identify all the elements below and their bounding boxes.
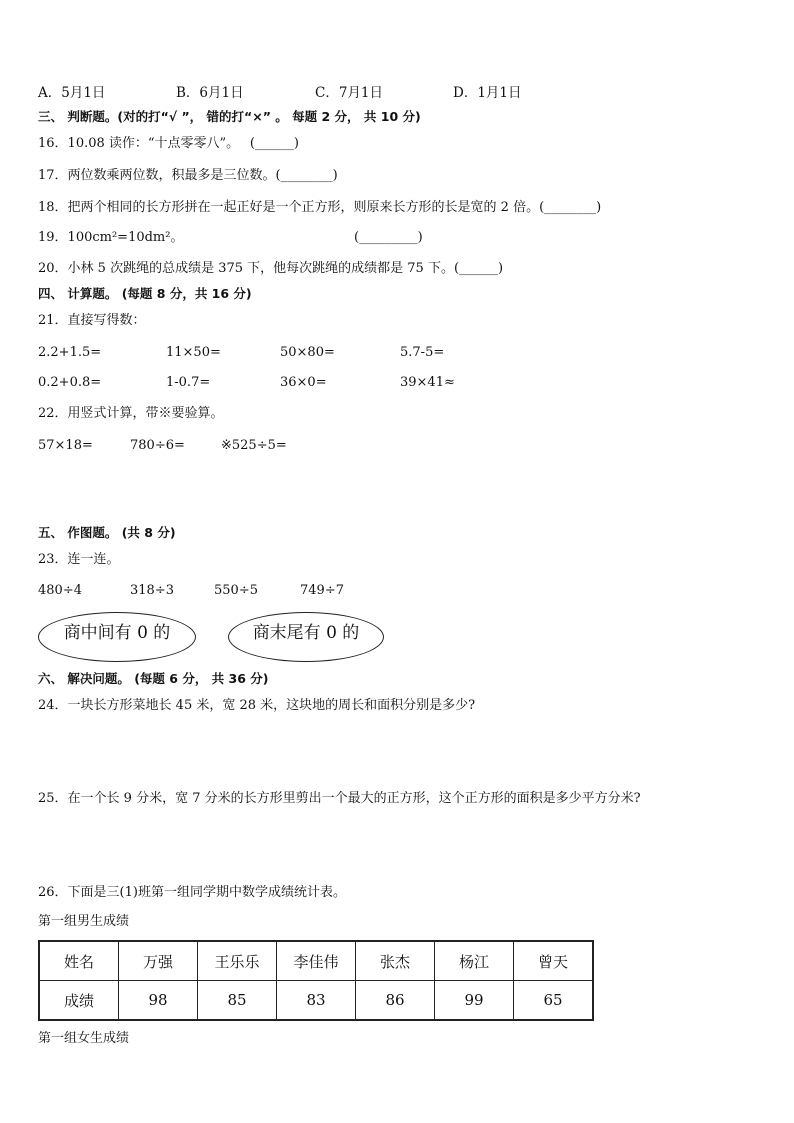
- table-cell: 83: [277, 981, 356, 1021]
- division-expr: 749÷7: [300, 583, 344, 598]
- section-4-heading: 四、 计算题。 (每题 8 分，共 16 分): [38, 286, 252, 301]
- calc-item: 39×41≈: [400, 375, 455, 390]
- calc-item: 5.7-5=: [400, 345, 445, 360]
- ellipse-end-zero[interactable]: [228, 612, 384, 662]
- option-b: B．6月1日: [176, 85, 244, 101]
- boys-score-table: [38, 940, 594, 1021]
- table-cell: 曾天: [514, 941, 594, 981]
- question-25: 25．在一个长 9 分米，宽 7 分米的长方形里剪出一个最大的正方形，这个正方形的面积是多少平方分米?: [38, 791, 641, 806]
- table-cell: 李佳伟: [277, 941, 356, 981]
- table-cell: 65: [514, 981, 594, 1021]
- section-6-heading: 六、 解决问题。 (每题 6 分， 共 36 分): [38, 671, 269, 686]
- division-expr: 550÷5: [214, 583, 258, 598]
- table-cell: 杨江: [435, 941, 514, 981]
- question-16: 16．10.08 读作：“十点零零八”。 (______): [38, 136, 299, 151]
- question-17: 17．两位数乘两位数，积最多是三位数。(________): [38, 168, 338, 183]
- calc-item: 36×0=: [280, 375, 327, 390]
- table-cell: 万强: [119, 941, 198, 981]
- question-26: 26．下面是三(1)班第一组同学期中数学成绩统计表。: [38, 885, 346, 900]
- ellipse-label: 商末尾有 0 的: [252, 622, 360, 643]
- question-19: 19．100cm²=10dm²。: [38, 230, 184, 245]
- calc-item: 50×80=: [280, 345, 335, 360]
- question-21: 21．直接写得数：: [38, 313, 146, 328]
- vertical-calc-item: 57×18=: [38, 438, 93, 453]
- section-3-heading: 三、 判断题。(对的打“√ ”， 错的打“×” 。 每题 2 分， 共 10 分): [38, 109, 421, 124]
- division-expr: 318÷3: [130, 583, 174, 598]
- question-23: 23．连一连。: [38, 552, 120, 567]
- question-24: 24．一块长方形菜地长 45 米，宽 28 米，这块地的周长和面积分别是多少?: [38, 698, 476, 713]
- question-19-blank: (_________): [354, 230, 423, 245]
- option-c: C．7月1日: [315, 85, 384, 101]
- vertical-calc-item: 780÷6=: [130, 438, 185, 453]
- question-18: 18．把两个相同的长方形拼在一起正好是一个正方形，则原来长方形的长是宽的 2 倍。(________): [38, 200, 602, 215]
- section-5-heading: 五、 作图题。 (共 8 分): [38, 525, 176, 540]
- table-row: [39, 981, 593, 1021]
- question-22: 22．用竖式计算，带※要验算。: [38, 406, 224, 421]
- ellipse-middle-zero[interactable]: [38, 612, 196, 662]
- calc-item: 0.2+0.8=: [38, 375, 102, 390]
- table-cell: 86: [356, 981, 435, 1021]
- ellipse-label: 商中间有 0 的: [63, 622, 171, 643]
- option-a: A．5月1日: [38, 85, 106, 101]
- table-cell: 99: [435, 981, 514, 1021]
- calc-item: 11×50=: [166, 345, 221, 360]
- table-cell: 张杰: [356, 941, 435, 981]
- vertical-calc-item: ※525÷5=: [221, 438, 287, 453]
- table-cell: 王乐乐: [198, 941, 277, 981]
- boys-table-caption: 第一组男生成绩: [38, 914, 130, 929]
- table-cell: 成绩: [39, 981, 119, 1021]
- question-20: 20．小林 5 次跳绳的总成绩是 375 下，他每次跳绳的成绩都是 75 下。(______): [38, 261, 504, 276]
- girls-table-caption: 第一组女生成绩: [38, 1031, 130, 1046]
- calc-item: 1-0.7=: [166, 375, 211, 390]
- option-d: D．1月1日: [453, 85, 522, 101]
- calc-item: 2.2+1.5=: [38, 345, 102, 360]
- table-row: [39, 941, 593, 981]
- division-expr: 480÷4: [38, 583, 82, 598]
- table-cell: 98: [119, 981, 198, 1021]
- table-cell: 姓名: [39, 941, 119, 981]
- table-cell: 85: [198, 981, 277, 1021]
